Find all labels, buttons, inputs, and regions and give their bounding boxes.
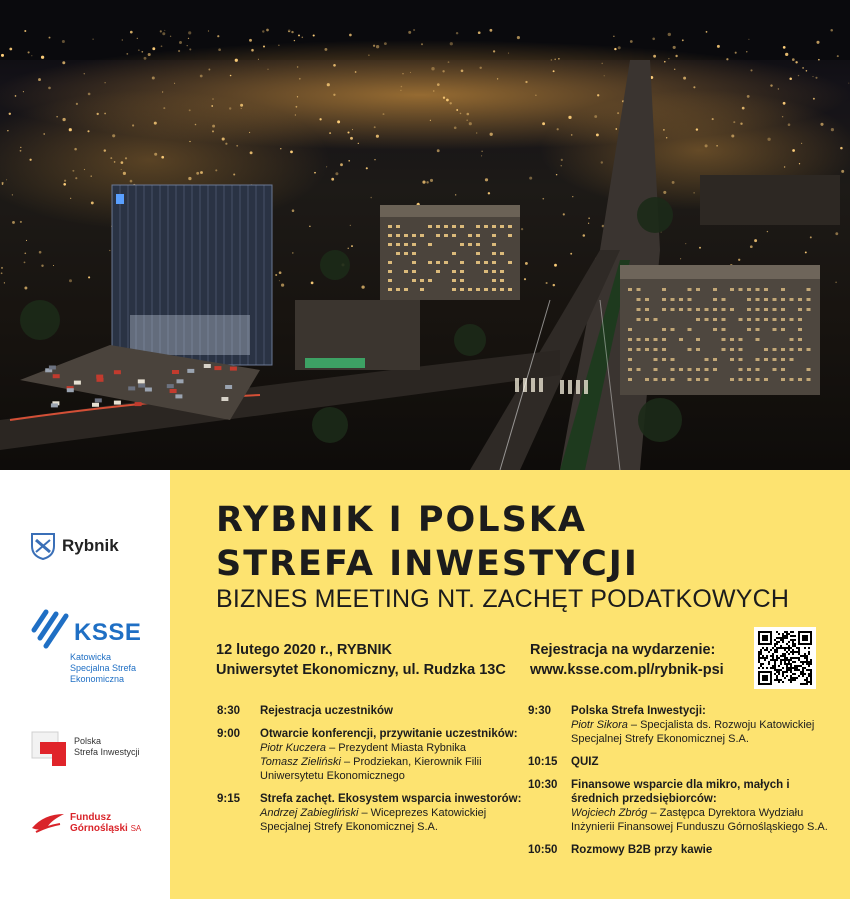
agenda-time: 9:15 (217, 793, 241, 805)
event-subtitle: BIZNES MEETING NT. ZACHĘT PODATKOWYCH (216, 585, 790, 613)
fundusz-gornoslaski-logo (30, 810, 141, 836)
agenda-time: 10:50 (528, 844, 558, 856)
ksse-stripes-icon (30, 606, 70, 650)
agenda-item (217, 792, 522, 834)
psi-logo (30, 728, 140, 766)
agenda-heading: Strefa zachęt. Ekosystem wsparcia inwestorów: (260, 793, 522, 805)
agenda-item (528, 843, 828, 857)
agenda-speaker (260, 741, 522, 755)
rybnik-crest-icon (30, 532, 56, 560)
registration-url[interactable]: www.ksse.com.pl/rybnik-psi (530, 662, 724, 678)
agenda-speaker (571, 718, 828, 746)
agenda-item (217, 727, 522, 783)
agenda-time: 9:30 (528, 705, 552, 717)
speaker-role: – Specjalista ds. Rozwoju Katowickiej Specjalnej Strefy Ekonomicznej S.A. (571, 719, 815, 745)
agenda-item (528, 755, 828, 769)
partner-logos-sidebar (0, 470, 170, 899)
psi-logo-text: Polska Strefa Inwestycji (74, 736, 140, 757)
agenda-speaker (571, 806, 828, 834)
ksse-logo-subtitle: Katowicka Specjalna Strefa Ekonomiczna (70, 652, 137, 684)
agenda-time: 8:30 (217, 705, 241, 717)
agenda-time: 10:30 (528, 779, 558, 791)
agenda-item (528, 704, 828, 746)
agenda-column-left (217, 704, 522, 843)
agenda-time: 10:15 (528, 756, 558, 768)
event-date: 12 lutego 2020 r., RYBNIK (216, 642, 392, 658)
speaker-name: Piotr Sikora (571, 719, 628, 731)
psi-flag-icon (30, 728, 68, 766)
qr-code-icon[interactable] (754, 627, 816, 689)
speaker-name: Wojciech Zbróg (571, 807, 648, 819)
event-venue: Uniwersytet Ekonomiczny, ul. Rudzka 13C (216, 662, 506, 678)
fg-logo-text: Fundusz Górnośląski SA (70, 812, 142, 834)
event-title: RYBNIK I POLSKA STREFA INWESTYCJI (216, 500, 639, 584)
ksse-logo (30, 606, 160, 685)
agenda-heading: Rejestracja uczestników (260, 705, 393, 717)
speaker-role: – Wiceprezes Katowickiej Specjalnej Strefy Ekonomicznej S.A. (260, 807, 487, 833)
agenda-heading: Polska Strefa Inwestycji: (571, 705, 706, 717)
agenda-column-right (528, 704, 828, 866)
agenda-item (217, 704, 522, 718)
speaker-role: – Zastępca Dyrektora Wydziału Inżynierii Finansowej Funduszu Górnośląskiego S.A. (571, 807, 828, 833)
agenda-item (528, 778, 828, 834)
ksse-logo-text: KSSE (74, 619, 142, 646)
agenda-heading: Otwarcie konferencji, przywitanie uczestników: (260, 728, 518, 740)
qr-code-graphic (758, 631, 812, 685)
speaker-name: Tomasz Zieliński (260, 756, 341, 768)
agenda-speaker (260, 755, 522, 783)
speaker-name: Andrzej Zabiegliński (260, 807, 359, 819)
speaker-name: Piotr Kuczera (260, 742, 327, 754)
agenda-heading: QUIZ (571, 756, 599, 768)
agenda-heading: Rozmowy B2B przy kawie (571, 844, 713, 856)
rybnik-logo-text: Rybnik (62, 536, 119, 555)
agenda-speaker (260, 806, 522, 834)
event-date-venue (216, 640, 506, 680)
agenda-heading: Finansowe wsparcie dla mikro, małych i średnich przedsiębiorców: (571, 779, 790, 805)
agenda-time: 9:00 (217, 728, 241, 740)
fg-bird-icon (30, 810, 66, 836)
speaker-role: – Prodziekan, Kierownik Filii Uniwersytetu Ekonomicznego (260, 756, 482, 782)
event-info-panel (170, 470, 850, 899)
speaker-role: – Prezydent Miasta Rybnika (326, 742, 467, 754)
registration-info (530, 640, 724, 680)
registration-label: Rejestracja na wydarzenie: (530, 642, 716, 658)
rybnik-logo (30, 532, 119, 560)
